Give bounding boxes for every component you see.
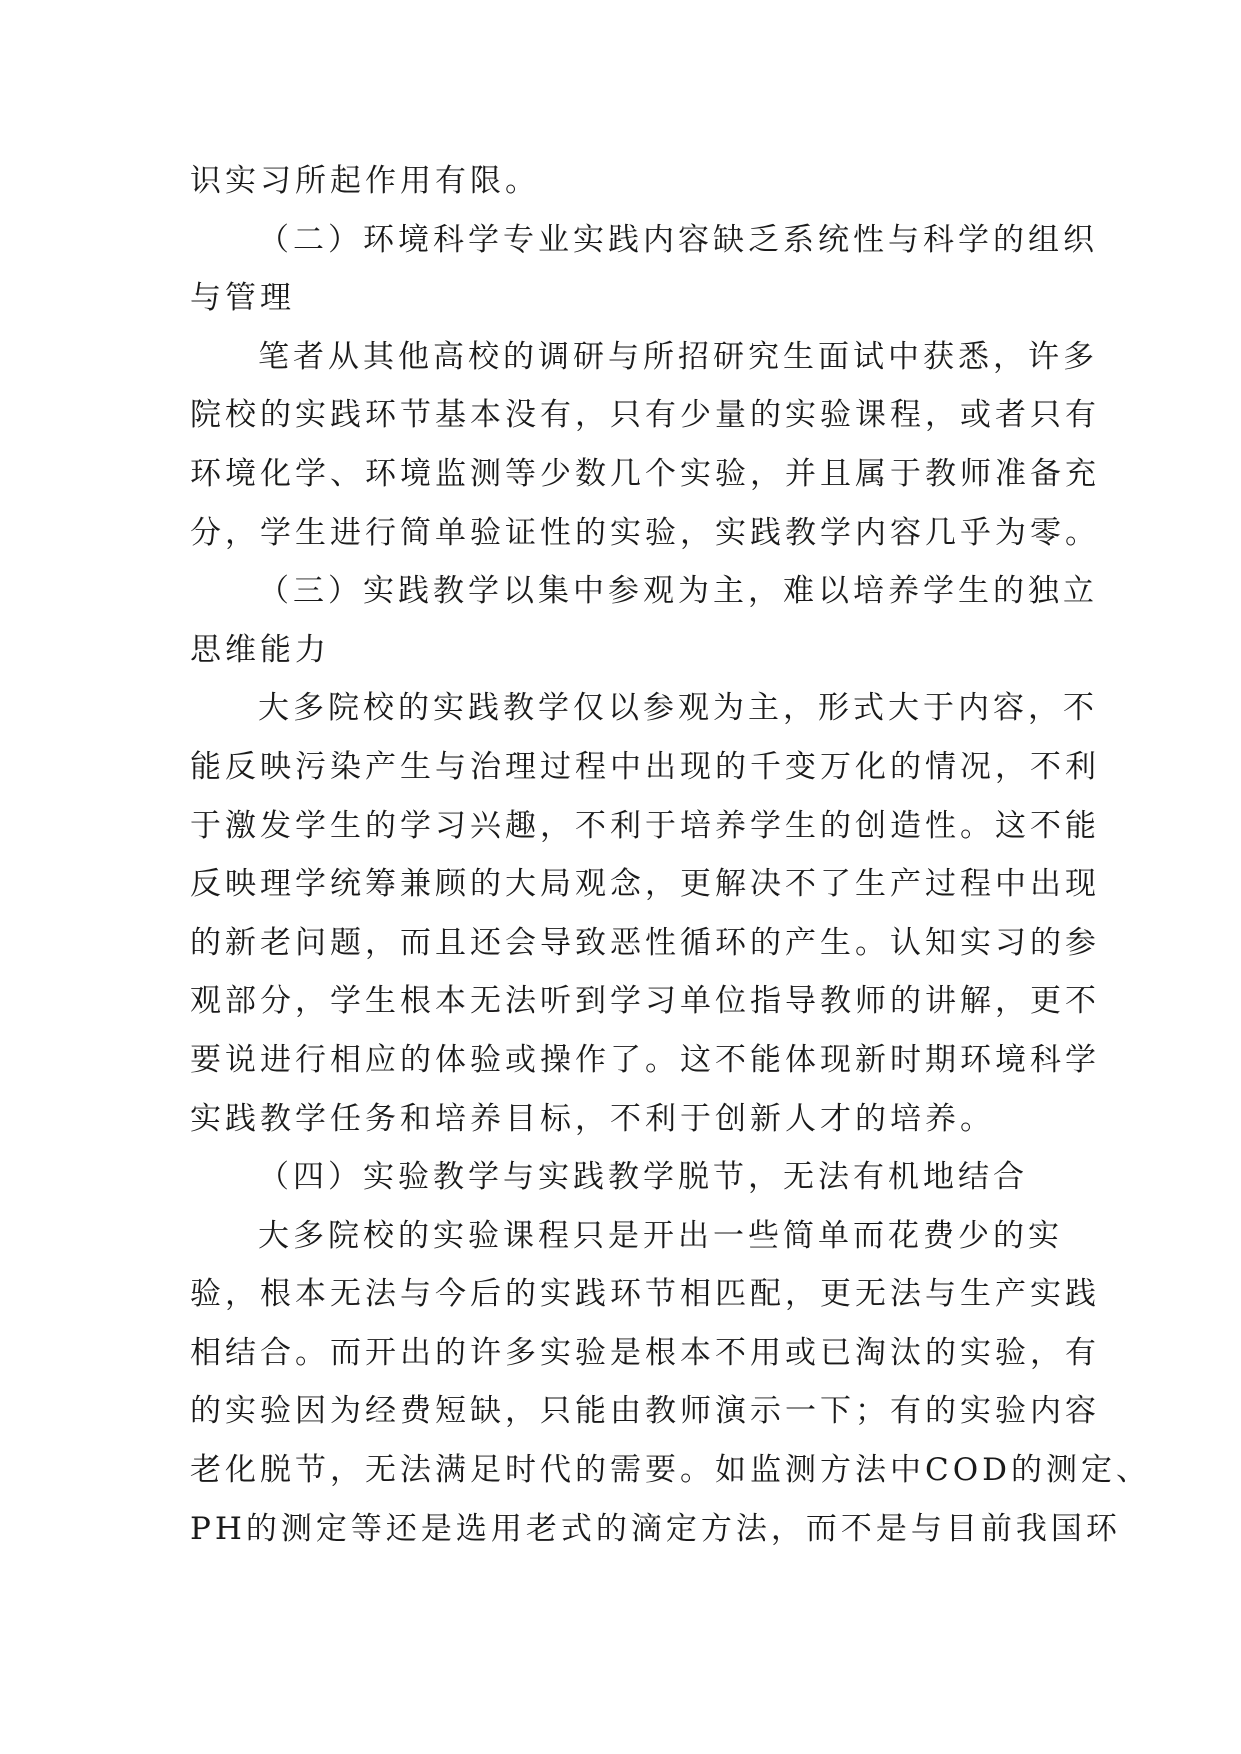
paragraph-line: 能反映污染产生与治理过程中出现的千变万化的情况，不利 xyxy=(190,748,1100,785)
paragraph-line: PH的测定等还是选用老式的滴定方法，而不是与目前我国环 xyxy=(190,1510,1121,1547)
paragraph-line: 于激发学生的学习兴趣，不利于培养学生的创造性。这不能 xyxy=(190,807,1100,844)
paragraph-line: 的实验因为经费短缺，只能由教师演示一下；有的实验内容 xyxy=(190,1393,1100,1430)
section-heading-line: （二）环境科学专业实践内容缺乏系统性与科学的组织 xyxy=(258,221,1098,258)
paragraph-line: 老化脱节，无法满足时代的需要。如监测方法中COD的测定、 xyxy=(190,1452,1151,1489)
section-heading-line: （三）实践教学以集中参观为主，难以培养学生的独立 xyxy=(258,573,1098,610)
paragraph-line: 笔者从其他高校的调研与所招研究生面试中获悉，许多 xyxy=(258,338,1098,375)
section-heading-line: 思维能力 xyxy=(190,631,330,668)
body-text xyxy=(190,152,1151,1558)
paragraph-line: 要说进行相应的体验或操作了。这不能体现新时期环境科学 xyxy=(190,1041,1100,1078)
section-heading-line: （四）实验教学与实践教学脱节，无法有机地结合 xyxy=(258,1159,1028,1196)
paragraph-line: 反映理学统筹兼顾的大局观念，更解决不了生产过程中出现 xyxy=(190,866,1100,903)
paragraph-line: 大多院校的实验课程只是开出一些简单而花费少的实 xyxy=(258,1217,1063,1254)
section-heading-line: 与管理 xyxy=(190,280,295,317)
paragraph-line: 验，根本无法与今后的实践环节相匹配，更无法与生产实践 xyxy=(190,1276,1100,1313)
paragraph-line: 分，学生进行简单验证性的实验，实践教学内容几乎为零。 xyxy=(190,514,1100,551)
paragraph-line: 环境化学、环境监测等少数几个实验，并且属于教师准备充 xyxy=(190,455,1100,492)
paragraph-line: 识实习所起作用有限。 xyxy=(190,163,540,199)
paragraph-line: 实践教学任务和培养目标，不利于创新人才的培养。 xyxy=(190,1100,995,1137)
paragraph-line: 的新老问题，而且还会导致恶性循环的产生。认知实习的参 xyxy=(190,924,1100,961)
paragraph-line: 大多院校的实践教学仅以参观为主，形式大于内容，不 xyxy=(258,690,1098,727)
paragraph-line: 院校的实践环节基本没有，只有少量的实验课程，或者只有 xyxy=(190,397,1100,434)
paragraph-line: 观部分，学生根本无法听到学习单位指导教师的讲解，更不 xyxy=(190,983,1100,1020)
paragraph-line: 相结合。而开出的许多实验是根本不用或已淘汰的实验，有 xyxy=(190,1334,1100,1371)
